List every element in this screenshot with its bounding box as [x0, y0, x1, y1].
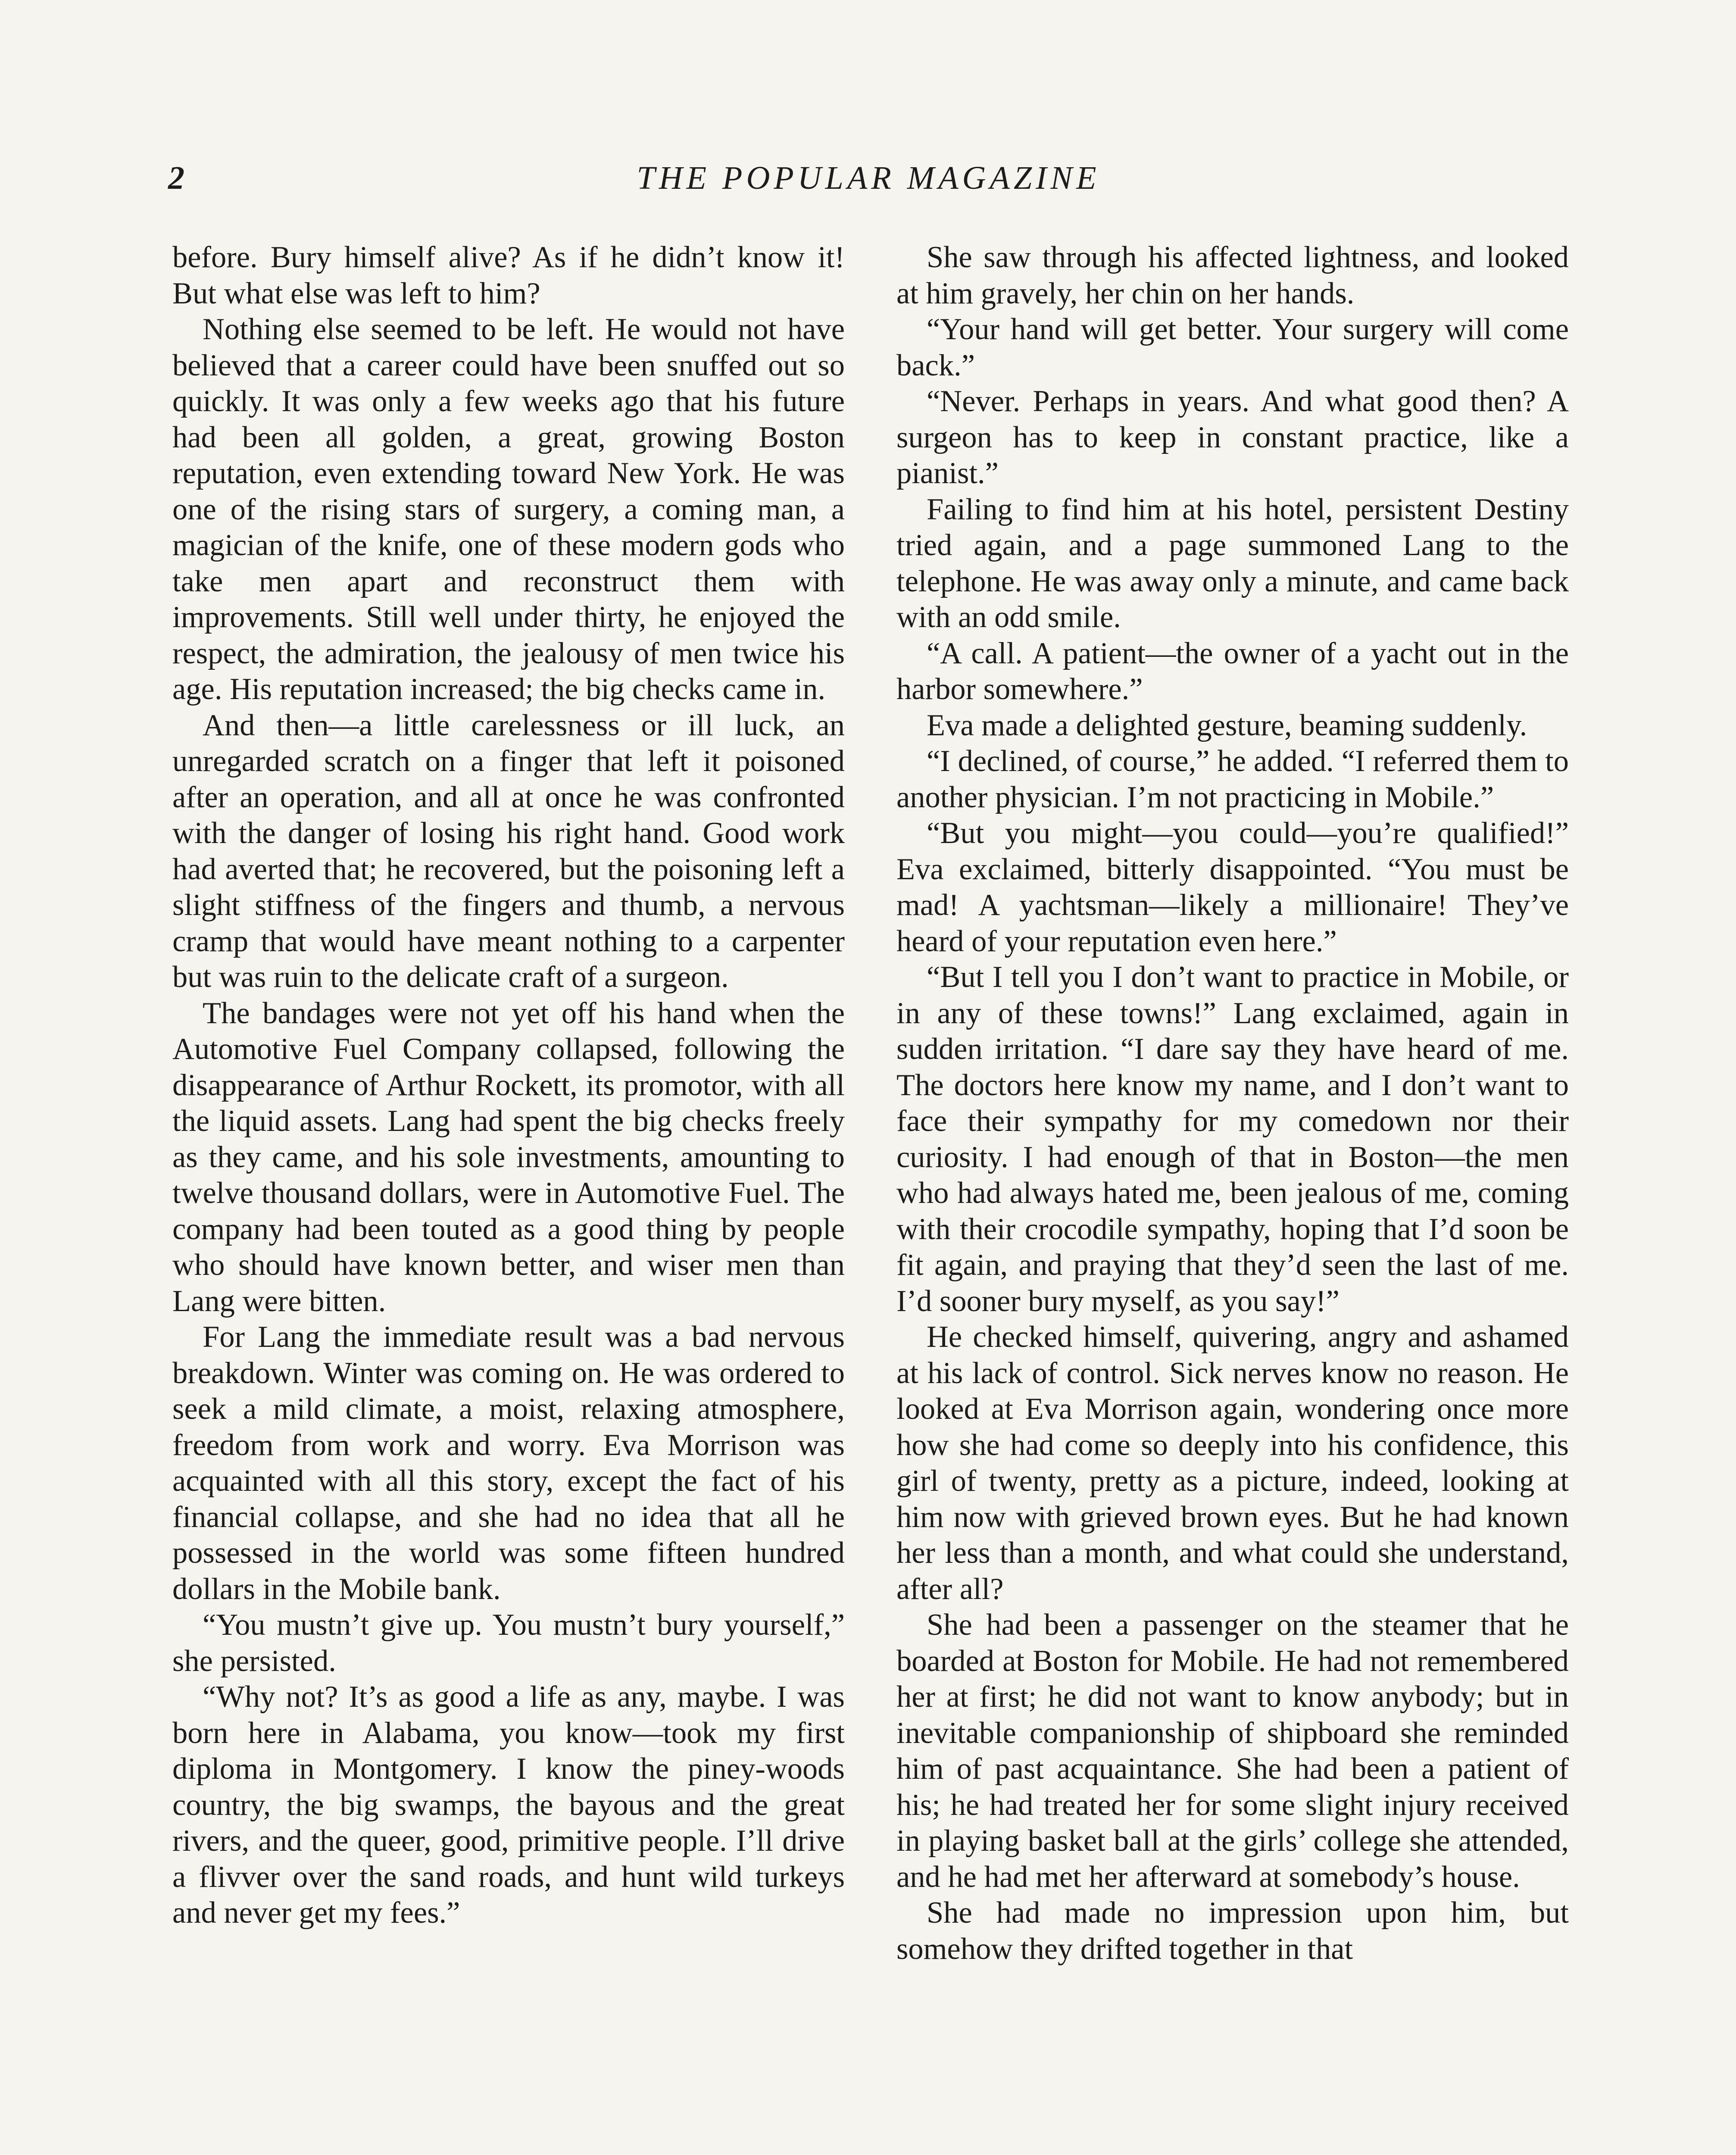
paragraph: “Never. Perhaps in years. And what good then? A surgeon has to keep in constant practice, like a pianist.”: [896, 384, 1569, 490]
paragraph: The bandages were not yet off his hand when the Automotive Fuel Company collapsed, following the disappearance of Arthur Rockett, its promotor, with all the liquid assets. Lang had spent the big checks freely as they came, and his sole investments, amounting to twelve thousand dollars, were in Automotive Fuel. The company had been touted as a good thing by people who should have known better, and wiser men than Lang were bitten.: [172, 996, 845, 1318]
running-title: THE POPULAR MAGAZINE: [637, 160, 1100, 196]
page-number: 2: [168, 160, 184, 196]
paragraph: Eva made a delighted gesture, beaming suddenly.: [927, 708, 1527, 742]
paragraph: “Why not? It’s as good a life as any, maybe. I was born here in Alabama, you know—took my first diploma in Montgomery. I know the piney-woods country, the big swamps, the bayous and the great rivers, and the queer, good, primitive people. I’ll drive a flivver over the sand roads, and hunt wild turkeys and never get my fees.”: [172, 1680, 845, 1930]
paragraph: She had been a passenger on the steamer that he boarded at Boston for Mobile. He had not remembered her at first; he did not want to know anybody; but in inevitable companionship of shipboard she reminded him of past acquaintance. She had been a patient of his; he had treated her for some slight injury received in playing basket ball at the girls’ college she attended, and he had met her afterward at somebody’s house.: [896, 1608, 1569, 1894]
paragraph: For Lang the immediate result was a bad nervous breakdown. Winter was coming on. He was ordered to seek a mild climate, a moist, relaxing atmosphere, freedom from work and worry. Eva Morrison was acquainted with all this story, except the fact of his financial collapse, and she had no idea that all he possessed in the world was some fifteen hundred dollars in the Mobile bank.: [172, 1320, 845, 1606]
paragraph: “You mustn’t give up. You mustn’t bury yourself,” she persisted.: [172, 1608, 845, 1678]
paragraph: “But you might—you could—you’re qualified!” Eva exclaimed, bitterly disappointed. “You must be mad! A yachtsman—likely a millionaire! They’ve heard of your reputation even here.”: [896, 816, 1569, 958]
right-column: [896, 240, 1569, 1967]
paragraph: “A call. A patient—the owner of a yacht out in the harbor somewhere.”: [896, 636, 1569, 706]
paragraph: “But I tell you I don’t want to practice in Mobile, or in any of these towns!” Lang exclaimed, again in sudden irritation. “I dare say they have heard of me. The doctors here know my name, and I don’t want to face their sympathy for my comedown nor their curiosity. I had enough of that in Boston—the men who had always hated me, been jealous of me, coming with their crocodile sympathy, hoping that I’d soon be fit again, and praying that they’d seen the last of me. I’d sooner bury myself, as you say!”: [896, 960, 1569, 1318]
paragraph: Failing to find him at his hotel, persistent Destiny tried again, and a page summoned Lang to the telephone. He was away only a minute, and came back with an odd smile.: [896, 492, 1569, 634]
paragraph: She had made no impression upon him, but somehow they drifted together in that: [896, 1896, 1569, 1966]
paragraph: She saw through his affected lightness, and looked at him gravely, her chin on her hands.: [896, 240, 1569, 310]
text-columns: [172, 240, 1569, 2155]
paragraph: And then—a little carelessness or ill luck, an unregarded scratch on a finger that left it poisoned after an operation, and all at once he was confronted with the danger of losing his right hand. Good work had averted that; he recovered, but the poisoning left a slight stiffness of the fingers and thumb, a nervous cramp that would have meant nothing to a carpenter but was ruin to the delicate craft of a surgeon.: [172, 708, 845, 994]
paragraph: “Your hand will get better. Your surgery will come back.”: [896, 312, 1569, 382]
paragraph: “I declined, of course,” he added. “I referred them to another physician. I’m not practicing in Mobile.”: [896, 744, 1569, 814]
left-column: [172, 240, 845, 1931]
page-header: [168, 159, 1569, 211]
paragraph: Nothing else seemed to be left. He would not have believed that a career could have been snuffed out so quickly. It was only a few weeks ago that his future had been all golden, a great, growing Boston reputation, even extending toward New York. He was one of the rising stars of surgery, a coming man, a magician of the knife, one of these modern gods who take men apart and reconstruct them with improvements. Still well under thirty, he enjoyed the respect, the admiration, the jealousy of men twice his age. His reputation increased; the big checks came in.: [172, 312, 845, 706]
paragraph: before. Bury himself alive? As if he didn’t know it! But what else was left to him?: [172, 240, 845, 310]
paragraph: He checked himself, quivering, angry and ashamed at his lack of control. Sick nerves know no reason. He looked at Eva Morrison again, wondering once more how she had come so deeply into his confidence, this girl of twenty, pretty as a picture, indeed, looking at him now with grieved brown eyes. But he had known her less than a month, and what could she understand, after all?: [896, 1320, 1569, 1606]
